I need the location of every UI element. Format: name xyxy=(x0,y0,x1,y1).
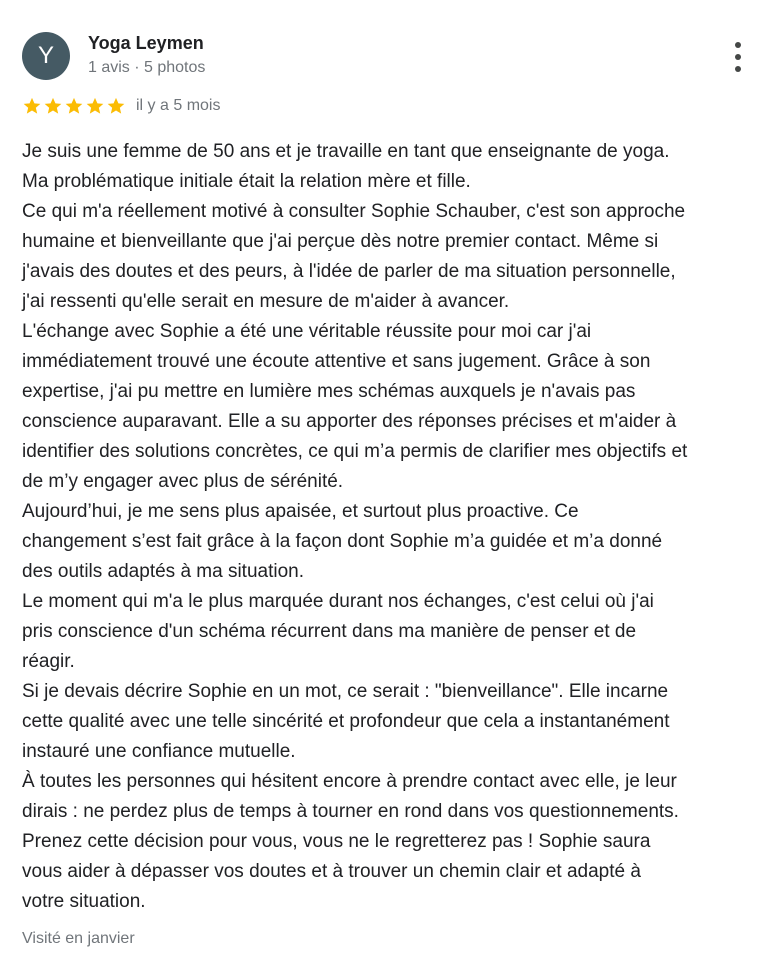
review-text-line: immédiatement trouvé une écoute attentive et sans jugement. Grâce à son xyxy=(22,351,651,372)
review-text-line: réagir. xyxy=(22,651,75,672)
avatar[interactable]: Y xyxy=(22,32,70,80)
star-icon xyxy=(85,96,105,116)
review-header xyxy=(22,30,752,82)
review-text-line: de m’y engager avec plus de sérénité. xyxy=(22,471,344,492)
star-icon xyxy=(106,96,126,116)
review-text-line: Ma problématique initiale était la relation mère et fille. xyxy=(22,171,471,192)
review-text-line: identifier des solutions concrètes, ce qui m’a permis de clarifier mes objectifs et xyxy=(22,441,688,462)
review-text-line: instauré une confiance mutuelle. xyxy=(22,741,296,762)
more-dot xyxy=(735,54,741,60)
review-text-line: j'ai ressenti qu'elle serait en mesure de m'aider à avancer. xyxy=(22,291,510,312)
star-icon xyxy=(22,96,42,116)
review-text-line: pris conscience d'un schéma récurrent dans ma manière de penser et de xyxy=(22,621,637,642)
review-text-line: Prenez cette décision pour vous, vous ne le regretterez pas ! Sophie saura xyxy=(22,831,651,852)
review-text-line: À toutes les personnes qui hésitent encore à prendre contact avec elle, je leur xyxy=(22,771,677,792)
review-text-line: j'avais des doutes et des peurs, à l'idée de parler de ma situation personnelle, xyxy=(22,261,676,282)
visited-label: Visité en janvier xyxy=(22,930,135,947)
review-text-line: dirais : ne perdez plus de temps à tourner en rond dans vos questionnements. xyxy=(22,801,679,822)
review-text-line: cette qualité avec une telle sincérité et profondeur que cela a instantanément xyxy=(22,711,670,732)
star-icon xyxy=(64,96,84,116)
review-text-line: Ce qui m'a réellement motivé à consulter Sophie Schauber, c'est son approche xyxy=(22,201,686,222)
author-name[interactable]: Yoga Leymen xyxy=(88,33,204,53)
review-text xyxy=(22,137,762,917)
star-rating xyxy=(22,96,127,116)
review-text-line: Je suis une femme de 50 ans et je travaille en tant que enseignante de yoga. xyxy=(22,141,670,162)
review-text-line: humaine et bienveillante que j'ai perçue dès notre premier contact. Même si xyxy=(22,231,659,252)
review-text-line: expertise, j'ai pu mettre en lumière mes schémas auxquels je n'avais pas xyxy=(22,381,636,402)
review-text-line: Si je devais décrire Sophie en un mot, ce serait : "bienveillance". Elle incarne xyxy=(22,681,669,702)
rating-row xyxy=(22,96,220,120)
review-text-line: L'échange avec Sophie a été une véritable réussite pour moi car j'ai xyxy=(22,321,592,342)
more-dot xyxy=(735,66,741,72)
review-date: il y a 5 mois xyxy=(136,97,221,114)
review-text-line: votre situation. xyxy=(22,891,146,912)
review-text-line: conscience auparavant. Elle a su apporter des réponses précises et m'aider à xyxy=(22,411,677,432)
review-text-line: des outils adaptés à ma situation. xyxy=(22,561,305,582)
review-text-line: Aujourd’hui, je me sens plus apaisée, et surtout plus proactive. Ce xyxy=(22,501,579,522)
star-icon xyxy=(43,96,63,116)
review-text-line: changement s’est fait grâce à la façon dont Sophie m’a guidée et m’a donné xyxy=(22,531,663,552)
author-meta: 1 avis · 5 photos xyxy=(88,59,206,76)
review-text-line: Le moment qui m'a le plus marquée durant nos échanges, c'est celui où j'ai xyxy=(22,591,654,612)
more-dot xyxy=(735,42,741,48)
more-vert-icon[interactable] xyxy=(728,40,748,74)
review-text-line: vous aider à dépasser vos doutes et à trouver un chemin clair et adapté à xyxy=(22,861,641,882)
